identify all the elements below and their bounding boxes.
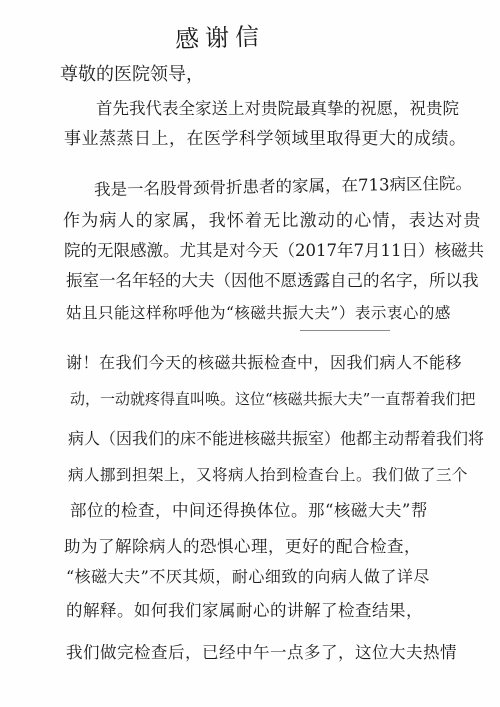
letter-line: 我是一名股骨颈骨折患者的家属，在713病区住院。 — [93, 173, 473, 200]
letter-line: 谢！在我们今天的核磁共振检查中，因我们病人不能移 — [66, 353, 463, 372]
handwritten-underline — [300, 330, 390, 331]
letter-line: 振室一名年轻的大夫（因他不愿透露自己的名字，所以我 — [66, 271, 479, 290]
letter-line: 部位的检查，中间还得换体位。那“核磁大夫”帮 — [70, 501, 428, 520]
letter-line: 我们做完检查后，已经中午一点多了，这位大夫热情 — [66, 643, 457, 662]
letter-line: 病人（因我们的床不能进核磁共振室）他都主动帮着我们将 — [68, 429, 485, 448]
letter-line: 首先我代表全家送上对贵院最真挚的祝愿，祝贵院 — [96, 99, 459, 118]
letter-line: 病人挪到担架上，又将病人抬到检查台上。我们做了三个 — [68, 466, 469, 484]
letter-title: 感谢信 — [174, 22, 266, 54]
letter-line: 院的无限感激。尤其是对今天（2017年7月11日）核磁共 — [64, 241, 484, 260]
letter-line: “核磁大夫”不厌其烦，耐心细致的向病人做了详尽 — [66, 567, 430, 586]
letter-line: 姑且只能这样称呼他为“核磁共振大夫”）表示衷心的感 — [66, 304, 451, 322]
letter-salutation: 尊敬的医院领导， — [60, 64, 204, 85]
letter-line: 的解释。如何我们家属耐心的讲解了检查结果， — [66, 601, 423, 620]
letter-line: 作为病人的家属，我怀着无比激动的心情，表达对贵 — [63, 211, 482, 231]
letter-line: 事业蒸蒸日上，在医学科学领域里取得更大的成绩。 — [64, 129, 467, 149]
letter-line: 动，一动就疼得直叫唤。这位“核磁共振大夫”一直帮着我们把 — [70, 390, 476, 408]
letter-line: 助为了解除病人的恐惧心理，更好的配合检查， — [64, 537, 421, 556]
